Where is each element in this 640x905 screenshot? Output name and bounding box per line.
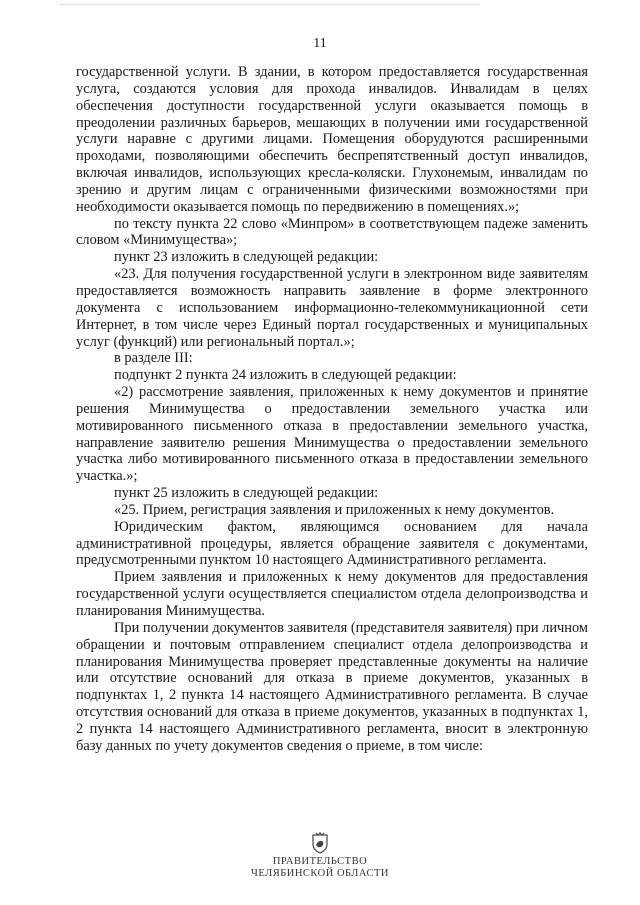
paragraph: государственной услуги. В здании, в котором предоставляется государственная услуга, создаются условия для прохода инвалидов. Инвалидам в целях обеспечения доступности государственной услуги оказывается помощь в преодолении различных барьеров, мешающих в получении ими государственной услуги наравне с другими лицами. Помещения оборудуются расширенными проходами, позволяющими обеспечить беспрепятственный доступ инвалидов, включая инвалидов, использующих кресла-коляски. Глухонемым, инвалидам по зрению и другим лицам с ограниченными физическими возможностями при необходимости оказывается помощь по передвижению в помещениях.»; xyxy=(76,64,588,215)
paragraph: При получении документов заявителя (представителя заявителя) при личном обращении и почтовым отправлением специалист отдела делопроизводства и планирования Минимущества проверяет представленные документы на наличие или отсутствие оснований для отказа в приеме документов, указанных в подпунктах 1, 2 пункта 14 настоящего Административного регламента. В случае отсутствия оснований для отказа в приеме документов, указанных в подпунктах 1, 2 пункта 14 настоящего Административного регламента, вносит в электронную базу данных по учету документов сведения о приеме, в том числе: xyxy=(76,619,588,754)
coat-of-arms-icon xyxy=(310,832,330,854)
paragraph: пункт 23 изложить в следующей редакции: xyxy=(114,249,379,266)
paragraph: «25. Прием, регистрация заявления и приложенных к нему документов. xyxy=(114,501,555,518)
page-number: 11 xyxy=(313,36,327,51)
paragraph: по тексту пункта 22 слово «Минпром» в соответствующем падеже заменить словом «Минимущества»; xyxy=(76,215,588,249)
footer-line-1: ПРАВИТЕЛЬСТВО xyxy=(272,856,368,867)
footer-watermark xyxy=(0,832,640,880)
paragraph: «2) рассмотрение заявления, приложенных к нему документов и принятие решения Минимущества о предоставлении земельного участка или мотивированного письменного отказа в предоставлении земельного участка, направление заявителю решения Минимущества о предоставлении земельного участка либо мотивированного письменного отказа в предоставлении земельного участка.»; xyxy=(76,384,588,485)
paragraph: «23. Для получения государственной услуги в электронном виде заявителям предоставляется возможность направить заявление в форме электронного документа с использованием информационно-телекоммуникационной сети Интернет, в том числе через Единый портал государственных и муниципальных услуг (функций) или региональный портал.»; xyxy=(76,266,588,350)
paragraph: в разделе III: xyxy=(114,350,193,367)
document-body xyxy=(76,64,588,755)
paragraph: Юридическим фактом, являющимся основанием для начала административной процедуры, является обращение заявителя с документами, предусмотренными пунктом 10 настоящего Административного регламента. xyxy=(76,518,588,569)
paragraph: пункт 25 изложить в следующей редакции: xyxy=(114,485,379,502)
paragraph: Прием заявления и приложенных к нему документов для предоставления государственной услуги осуществляется специалистом отдела делопроизводства и планирования Минимущества. xyxy=(76,569,588,619)
paragraph: подпункт 2 пункта 24 изложить в следующей редакции: xyxy=(114,367,457,384)
footer-line-2: ЧЕЛЯБИНСКОЙ ОБЛАСТИ xyxy=(251,868,389,879)
scan-artifact xyxy=(60,4,480,11)
